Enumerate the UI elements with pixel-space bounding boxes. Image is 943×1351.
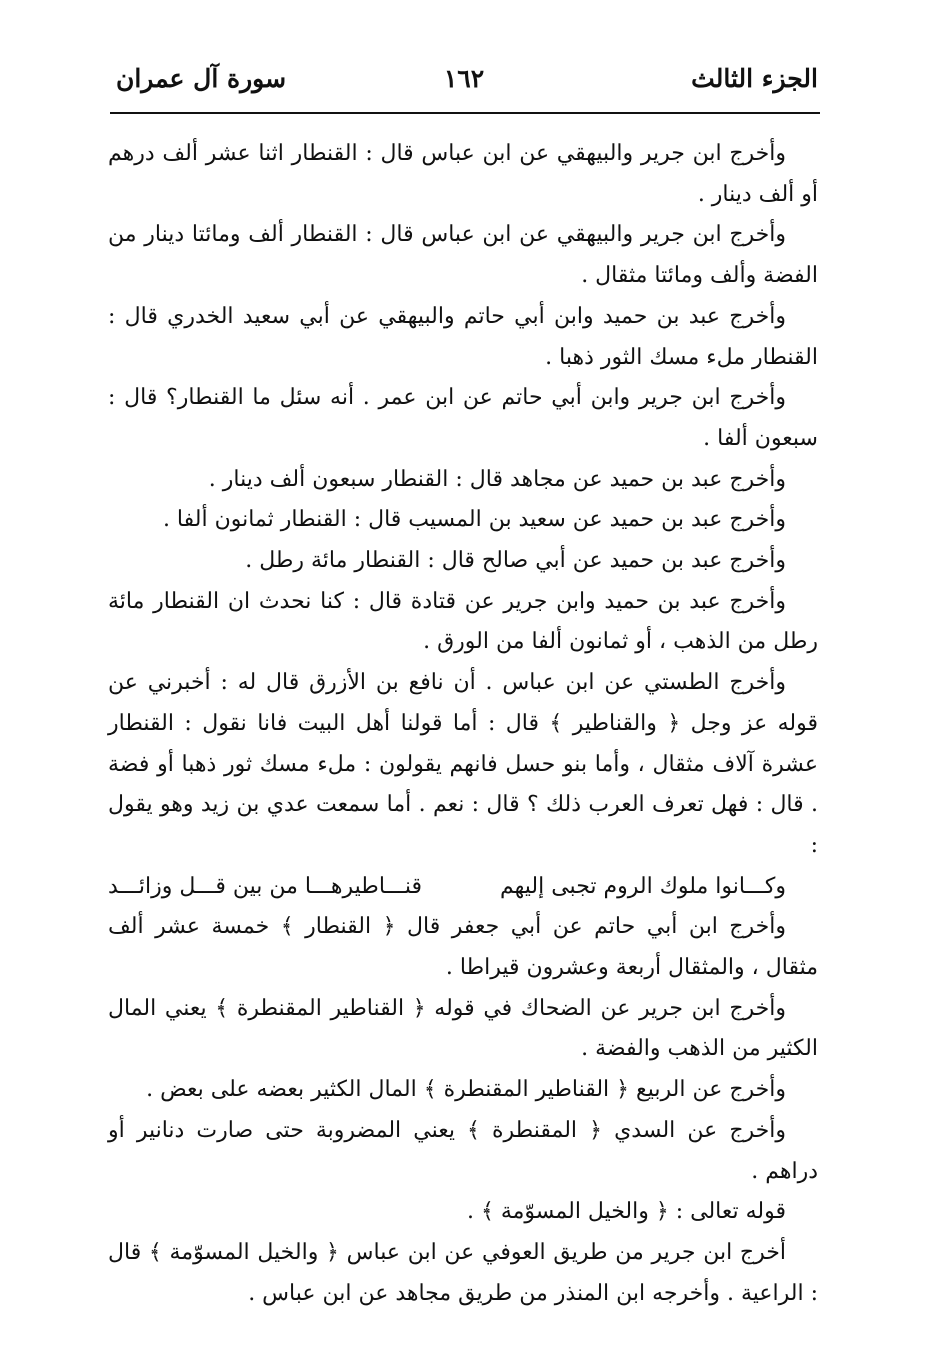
- paragraph: وأخرج الطستي عن ابن عباس . أن نافع بن الأزرق قال له : أخبرني عن قوله عز وجل ﴿ والقناطير ﴾ قال : أما قولنا أهل البيت فانا نقول : القنطار عشرة آلاف مثقال ، وأما بنو حسل فانهم يقولون : ملء مسك ثور ذهبا أو فضة . قال : فهل تعرف العرب ذلك ؟ قال : نعم . أما سمعت عدي بن زيد وهو يقول :: [108, 670, 818, 858]
- page-number: ١٦٢: [443, 64, 485, 93]
- paragraph: وأخرج عبد بن حميد وابن أبي حاتم والبيهقي عن أبي سعيد الخدري قال : القنطار ملء مسك الثور ذهبا .: [108, 303, 818, 370]
- paragraph: وأخرج عبد بن حميد عن مجاهد قال : القنطار سبعون ألف دينار .: [208, 466, 786, 492]
- paragraph: وأخرج عبد بن حميد وابن جرير عن قتادة قال : كنا نحدث ان القنطار مائة رطل من الذهب ، أو ثمانون ألفا من الورق .: [108, 588, 818, 655]
- part-label: الجزء الثالث: [691, 64, 818, 93]
- paragraph: وأخرج عن الربيع ﴿ القناطير المقنطرة ﴾ المال الكثير بعضه على بعض .: [146, 1077, 786, 1103]
- paragraph: وأخرج ابن جرير وابن أبي حاتم عن ابن عمر . أنه سئل ما القنطار؟ قال : سبعون ألفا .: [108, 385, 818, 451]
- paragraph: قوله تعالى : ﴿ والخيل المسوّمة ﴾ .: [466, 1199, 786, 1225]
- header-rule: [110, 112, 820, 114]
- paragraph: وأخرج ابن جرير عن الضحاك في قوله ﴿ القناطير المقنطرة ﴾ يعني المال الكثير من الذهب والفضة .: [108, 995, 818, 1062]
- paragraph: وأخرج عبد بن حميد عن أبي صالح قال : القنطار مائة رطل .: [245, 548, 786, 574]
- paragraph: أخرج ابن جرير من طريق العوفي عن ابن عباس ﴿ والخيل المسوّمة ﴾ قال : الراعية . وأخرجه ابن المنذر من طريق مجاهد عن ابن عباس .: [108, 1239, 818, 1306]
- poetry-verse: [108, 867, 818, 908]
- paragraph: وأخرج ابن جرير والبيهقي عن ابن عباس قال : القنطار ألف ومائتا دينار من الفضة وألف ومائتا مثقال .: [108, 222, 818, 289]
- paragraph: وأخرج عن السدي ﴿ المقنطرة ﴾ يعني المضروبة حتى صارت دنانير أو دراهم .: [108, 1117, 818, 1184]
- verse-first-hemistich: وكـــانوا ملوك الروم تجبى إليهم: [499, 873, 786, 899]
- paragraph: وأخرج ابن جرير والبيهقي عن ابن عباس قال : القنطار اثنا عشر ألف درهم أو ألف دينار .: [108, 141, 818, 207]
- surah-title: سورة آل عمران: [116, 64, 287, 93]
- body-text: [108, 134, 818, 1314]
- page-header: [110, 58, 818, 104]
- paragraph: وأخرج عبد بن حميد عن سعيد بن المسيب قال : القنطار ثمانون ألفا .: [162, 507, 786, 533]
- verse-second-hemistich: قنـــاطيرهـــا من بين قـــل وزائـــد: [108, 873, 423, 899]
- paragraph: وأخرج ابن أبي حاتم عن أبي جعفر قال ﴿ القنطار ﴾ خمسة عشر ألف مثقال ، والمثقال أربعة وعشرون قيراطا .: [108, 914, 818, 981]
